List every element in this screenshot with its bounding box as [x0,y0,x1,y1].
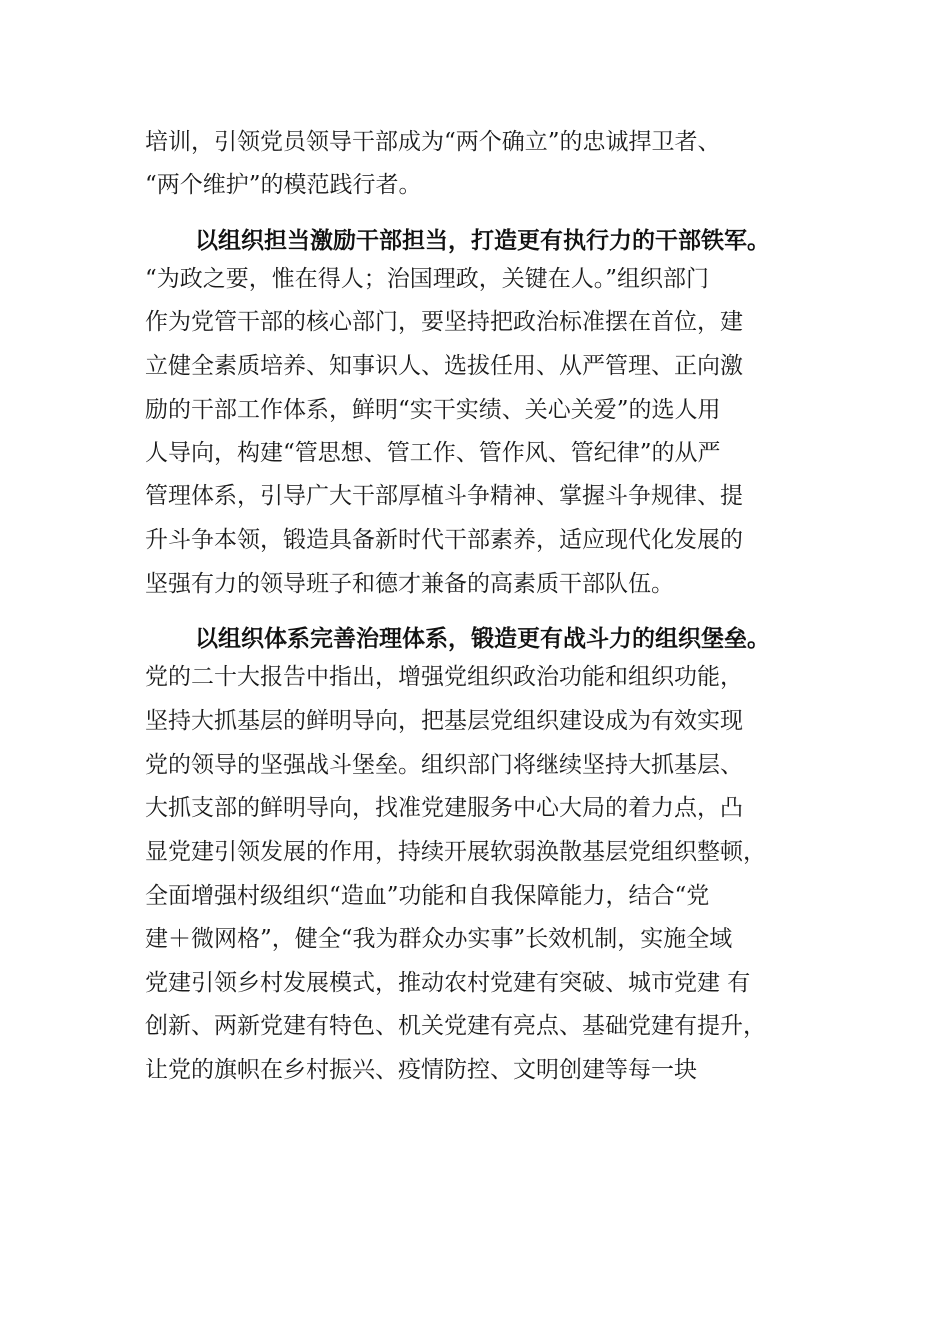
body-text-line: 党的领导的坚强战斗堡垒。组织部门将继续坚持大抓基层、 [145,752,743,778]
body-text-line: 创新、两新党建有特色、机关党建有亮点、基础党建有提升， [145,1013,766,1039]
body-text-line: 人导向，构建“管思想、管工作、管作风、管纪律”的从严 [145,440,721,466]
body-text-line: 全面增强村级组织“造血”功能和自我保障能力，结合“党 [145,883,710,909]
body-text-line: 党建引领乡村发展模式，推动农村党建有突破、城市党建 有 [145,970,751,996]
body-text-line: 励的干部工作体系，鲜明“实干实绩、关心关爱”的选人用 [145,397,721,423]
body-text-line: 管理体系，引导广大干部厚植斗争精神、掌握斗争规律、提 [145,483,743,509]
body-text-line: “两个维护”的模范践行者。 [145,172,422,198]
body-text-line: 坚持大抓基层的鲜明导向，把基层党组织建设成为有效实现 [145,708,743,734]
section-heading-cadres: 以组织担当激励干部担当，打造更有执行力的干部铁军。 [195,228,770,254]
body-text-line: 立健全素质培养、知事识人、选拔任用、从严管理、正向激 [145,353,743,379]
body-text-line: 显党建引领发展的作用，持续开展软弱涣散基层党组织整顿， [145,839,766,865]
body-text-line: 升斗争本领，锻造具备新时代干部素养，适应现代化发展的 [145,527,743,553]
section-heading-organization: 以组织体系完善治理体系，锻造更有战斗力的组织堡垒。 [195,626,770,652]
body-text-line: “为政之要，惟在得人；治国理政，关键在人。”组织部门 [145,266,710,292]
body-text-line: 让党的旗帜在乡村振兴、疫情防控、文明创建等每一块 [145,1057,697,1083]
body-text-line: 坚强有力的领导班子和德才兼备的高素质干部队伍。 [145,571,674,597]
body-text-line: 建＋微网格”，健全“我为群众办实事”长效机制，实施全域 [145,926,733,952]
body-text-line: 大抓支部的鲜明导向，找准党建服务中心大局的着力点，凸 [145,795,743,821]
body-text-line: 作为党管干部的核心部门，要坚持把政治标准摆在首位，建 [145,309,743,335]
body-text-line: 党的二十大报告中指出，增强党组织政治功能和组织功能， [145,664,743,690]
body-text-line: 培训，引领党员领导干部成为“两个确立”的忠诚捍卫者、 [145,129,721,155]
